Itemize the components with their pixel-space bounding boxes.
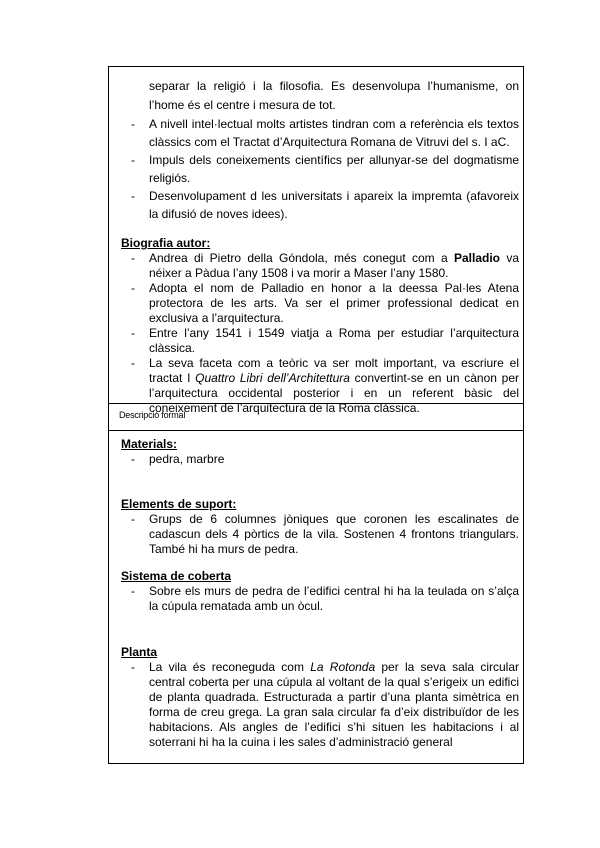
descripcio-formal-label: Descripció formal bbox=[119, 410, 186, 420]
list-item: - Entre l’any 1541 i 1549 viatja a Roma per estudiar l’arquitectura clàssica. bbox=[131, 326, 519, 355]
villa-name: La Rotonda bbox=[310, 660, 376, 674]
list-item: - Impuls dels coneixements científics per allunyar-se del dogmatisme religiós. bbox=[131, 153, 519, 185]
context-section bbox=[121, 77, 519, 416]
planta-section bbox=[121, 644, 519, 750]
row-divider bbox=[109, 430, 523, 431]
list-item: - Desenvolupament d les universitats i apareix la impremta (afavoreix la difusió de noves idees). bbox=[131, 189, 519, 221]
treatise-title: Quattro Libri dell’Architettura bbox=[195, 371, 350, 385]
document-table bbox=[108, 66, 524, 764]
list-item: - A nivell intel·lectual molts artistes tindran com a referència els textos clàssics com el Tractat d’Arquitectura Romana de Vitruvi del s. I aC. bbox=[131, 117, 519, 149]
list-item: - Grups de 6 columnes jòniques que coronen les escalinates de cadascun dels 4 pòrtics de la vila. Sostenen 4 frontons triangulars. També hi ha murs de pedra. bbox=[131, 512, 519, 556]
list-item: - Adopta el nom de Palladio en honor a la deessa Pal·les Atena protectora de les arts. Va ser el primer professional dedicat en exclusiva a l’arquitectura. bbox=[131, 281, 519, 325]
palladio-name: Palladio bbox=[453, 251, 500, 265]
list-item: - Sobre els murs de pedra de l’edifici central hi ha la teulada on s’alça la cúpula rematada amb un òcul. bbox=[131, 584, 519, 613]
materials-heading: Materials: bbox=[121, 437, 178, 451]
coberta-section bbox=[121, 568, 519, 614]
suport-heading: Elements de suport: bbox=[121, 497, 237, 511]
intro-continuation: separar la religió i la filosofia. Es desenvolupa l’humanisme, on l’home és el centre i mesura de tot. bbox=[149, 79, 519, 112]
list-item: - Andrea di Pietro della Góndola, més conegut com a Palladio va néixer a Pàdua l’any 1508 i va morir a Maser l’any 1580. bbox=[131, 251, 519, 280]
list-item: - La seva faceta com a teòric va ser molt important, va escriure el tractat I Quattro Libri dell’Architettura convertint-se en un cànon per l’arquitectura occidental posterior i en un referent bàsic del coneixement de l’arquitectura de la Roma clàssica. bbox=[131, 356, 519, 415]
biografia-heading: Biografia autor: bbox=[121, 236, 211, 250]
list-item: - La vila és reconeguda com La Rotonda per la seva sala circular central coberta per una cúpula al voltant de la qual s’erigeix un edifici de planta quadrada. Estructurada a partir d’una planta simètrica en forma de creu grega. La gran sala circular fa d’eix distribuïdor de les habitacions. Als angles de l’edifici s’hi situen les habitacions i al soterrani hi ha la cuina i les sales d’administració general bbox=[131, 660, 519, 749]
materials-section bbox=[121, 436, 519, 467]
suport-section bbox=[121, 496, 519, 557]
list-item: - pedra, marbre bbox=[131, 452, 225, 466]
coberta-heading: Sistema de coberta bbox=[121, 569, 232, 583]
row-divider bbox=[109, 403, 523, 404]
planta-heading: Planta bbox=[121, 645, 158, 659]
